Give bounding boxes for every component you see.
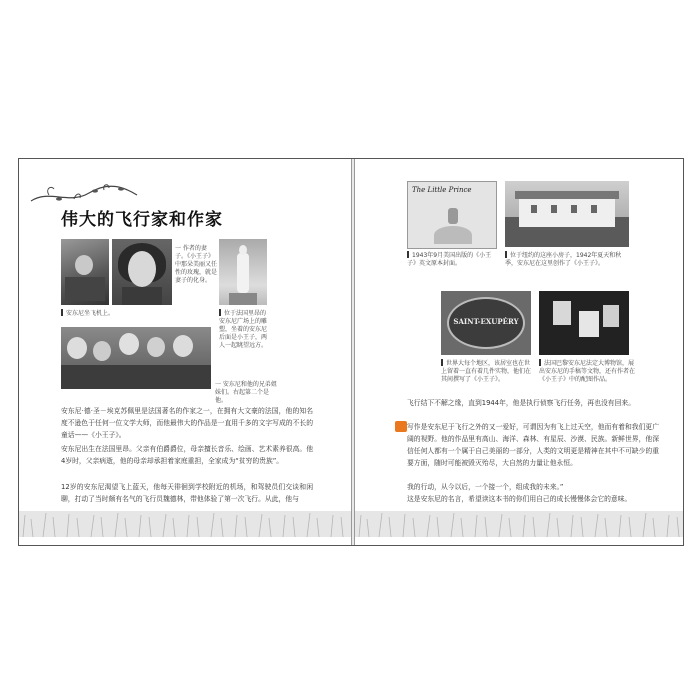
right-paragraph-4: 这是安东尼的名言，希望读这本书的你们用自己的成长慢慢体会它的意味。 xyxy=(407,495,632,503)
pilot-cockpit-photo xyxy=(61,239,109,305)
wife-portrait-photo xyxy=(112,239,172,305)
caption-statue xyxy=(219,309,269,350)
caption-house-text: 位于纽约的这座小房子，1942年夏天和秋季，安东尼在这里创作了《小王子》。 xyxy=(505,252,622,267)
left-paragraph-2: 安东尼出生在法国里昂。父亲有伯爵爵位，母亲擅长音乐、绘画、艺术素养很高。他4岁时，父亲病逝，他的母亲却承担着家庭重担，全家成为“贫穷的贵族”。 xyxy=(61,445,313,465)
caption-plaque xyxy=(441,359,533,384)
caption-cockpit xyxy=(61,309,121,318)
manuscript-exhibit-photo xyxy=(539,291,629,355)
grass-border-left xyxy=(19,505,351,537)
vine-ornament-icon xyxy=(29,181,139,207)
caption-book-text: 1943年9月美国出版的《小王子》英文原本封面。 xyxy=(407,252,492,267)
book-cover-title: The Little Prince xyxy=(412,186,472,194)
left-paragraph-1: 安东尼·德·圣－埃克苏佩里是法国著名的作家之一，在拥有大文豪的法国，他的知名度不逊色于任何一位文学大师，而他最伟大的作品是一直用千多的文字写成的不长的童话——《小王子》。 xyxy=(61,407,313,439)
caption-cockpit-text: 安东尼坐飞机上。 xyxy=(66,310,115,317)
statue-photo xyxy=(219,239,267,305)
house-photo xyxy=(505,181,629,247)
right-paragraph-1: 飞行结下不解之缘，直到1944年，他是执行侦察飞行任务，再也没有回来。 xyxy=(407,399,635,407)
left-paragraph-3: 12岁的安东尼渴望飞上蓝天，他每天徘徊到学校附近的机场，和驾驶员们交谈和闲聊，打动了当时颇有名气的飞行员魏德林，带他体验了第一次飞行。从此，他与 xyxy=(61,483,313,503)
siblings-photo xyxy=(61,327,211,389)
book-spread xyxy=(18,158,684,546)
right-paragraph-2: 写作是安东尼于飞行之外的又一爱好，可谓因为有飞上过天空，他而有着和我们更广阔的视野。他的作品里有高山、海洋、森林、有星辰、沙漠、民族。新鲜世界，他深信任何人都有一个属于自己美丽的一部分，人类的文明更是精神在其中不可缺少的重要方面，随时可能被毁灭殆尽，大自然的力量让他永恒。 xyxy=(407,423,659,467)
plaque-text: SAINT-EXUPÉRY xyxy=(453,317,519,326)
grass-border-right xyxy=(355,505,683,537)
caption-book xyxy=(407,251,499,268)
caption-manuscript-text: 法国巴黎安东尼法定大博物馆，展出安东尼的手稿等文物，还有作者在《小王子》中的配图作品。 xyxy=(539,360,636,383)
caption-wife: 一 作者的妻子。《小王子》中那朵美丽又任性的玫瑰，就是妻子的化身。 xyxy=(175,245,218,284)
chapter-title: 伟大的飞行家和作家 xyxy=(61,210,223,230)
right-paragraph-3: 我的行动，从今以后，一个接一个，组成我的未来。” xyxy=(407,483,564,491)
bookmark-icon[interactable] xyxy=(395,421,407,432)
caption-plaque-text: 世界大每个地区，该居室也在世上留着一直有着几件实物，他们在其间撰写了《小王子》。 xyxy=(441,360,532,383)
caption-house xyxy=(505,251,631,268)
caption-siblings: 一 安东尼和他的兄弟姐妹们。右起第二个是他。 xyxy=(215,381,277,404)
right-page xyxy=(355,159,683,545)
caption-statue-text: 位于法国里昂的安东尼广场上的雕塑，坐着的安东尼后面是小王子，两人一起眺望远方。 xyxy=(219,310,268,349)
plaque-photo xyxy=(441,291,531,355)
left-page xyxy=(19,159,351,545)
caption-manuscript xyxy=(539,359,635,384)
book-cover-photo xyxy=(407,181,497,249)
